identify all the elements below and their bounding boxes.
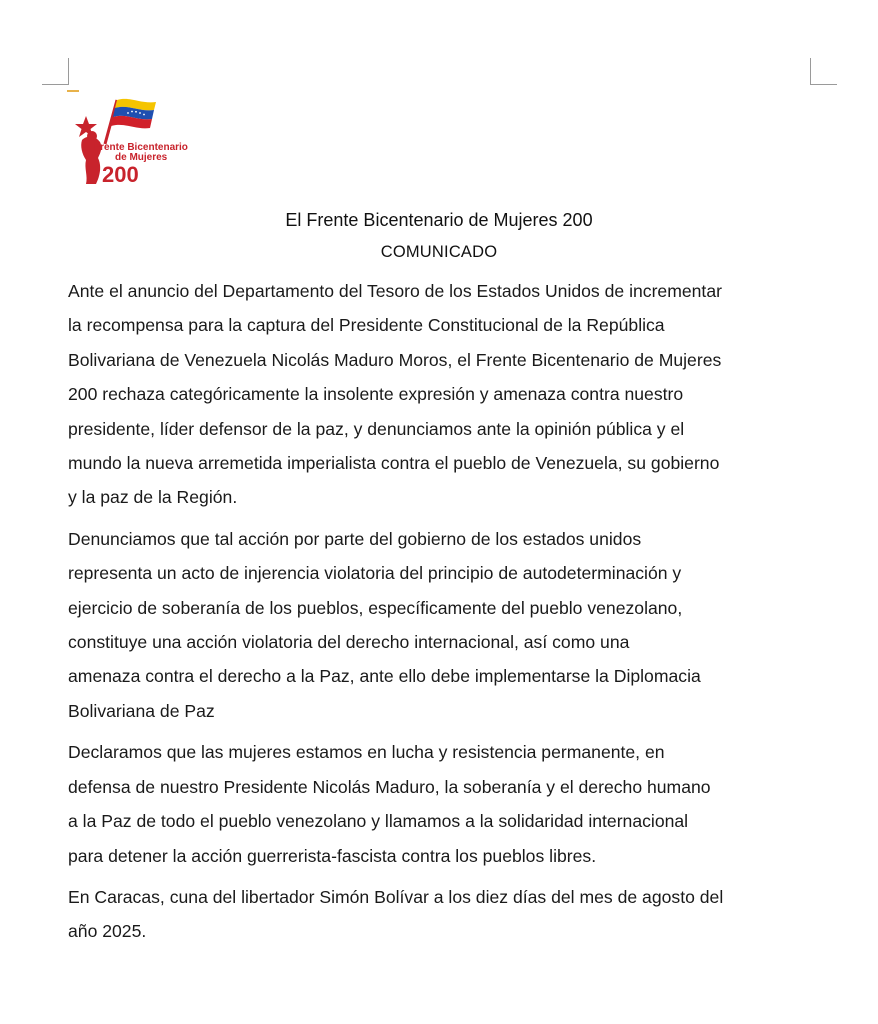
document-title: El Frente Bicentenario de Mujeres 200: [285, 210, 593, 230]
figure-head: [87, 131, 97, 141]
text-line: presidente, líder defensor de la paz, y denunciamos ante la opinión pública y el: [68, 418, 685, 439]
text-line: Ante el anuncio del Departamento del Tesoro de los Estados Unidos de incrementar: [68, 281, 722, 301]
venezuela-flag-icon: [111, 99, 156, 128]
text-line: año 2025.: [68, 921, 147, 942]
text-line: Declaramos que las mujeres estamos en lucha y resistencia permanente, en: [68, 742, 665, 763]
text-line: representa un acto de injerencia violatoria del principio de autodeterminación y: [68, 563, 682, 584]
text-line: constituye una acción violatoria del derecho internacional, así como una: [68, 632, 630, 653]
text-line: 200 rechaza categóricamente la insolente expresión y amenaza contra nuestro: [68, 384, 684, 405]
page-corner-mark-left: [42, 58, 69, 85]
document-subtitle: COMUNICADO: [380, 243, 498, 261]
document-body: [68, 274, 820, 956]
logo-text-line1: Frente Bicentenario: [94, 142, 188, 153]
logo-number: 200: [102, 162, 139, 187]
text-line: ejercicio de soberanía de los pueblos, específicamente del pueblo venezolano,: [68, 597, 683, 618]
text-line: defensa de nuestro Presidente Nicolás Maduro, la soberanía y el derecho humano: [68, 776, 711, 797]
paragraph-1: [68, 274, 820, 515]
text-line: Denunciamos que tal acción por parte del gobierno de los estados unidos: [68, 528, 642, 549]
text-line: y la paz de la Región.: [68, 487, 238, 508]
text-line: Bolivariana de Venezuela Nicolás Maduro Moros, el Frente Bicentenario de Mujeres: [68, 349, 722, 370]
text-line: la recompensa para la captura del Presidente Constitucional de la República: [68, 315, 665, 336]
text-line: a la Paz de todo el pueblo venezolano y llamamos a la solidaridad internacional: [68, 811, 689, 832]
page-margin-marker: [67, 90, 79, 92]
frente-bicentenario-logo: [70, 96, 198, 188]
text-line: para detener la acción guerrerista-fascista contra los pueblos libres.: [68, 845, 597, 866]
page-corner-mark-right: [810, 58, 837, 85]
logo-text-line2: de Mujeres: [115, 152, 168, 163]
paragraph-2: [68, 522, 820, 728]
paragraph-3: [68, 735, 820, 873]
paragraph-4: [68, 880, 820, 949]
text-line: amenaza contra el derecho a la Paz, ante ello debe implementarse la Diplomacia: [68, 666, 701, 687]
text-line: mundo la nueva arremetida imperialista contra el pueblo de Venezuela, su gobierno: [68, 453, 720, 474]
text-line: En Caracas, cuna del libertador Simón Bolívar a los diez días del mes de agosto del: [68, 886, 724, 907]
text-line: Bolivariana de Paz: [68, 700, 215, 721]
